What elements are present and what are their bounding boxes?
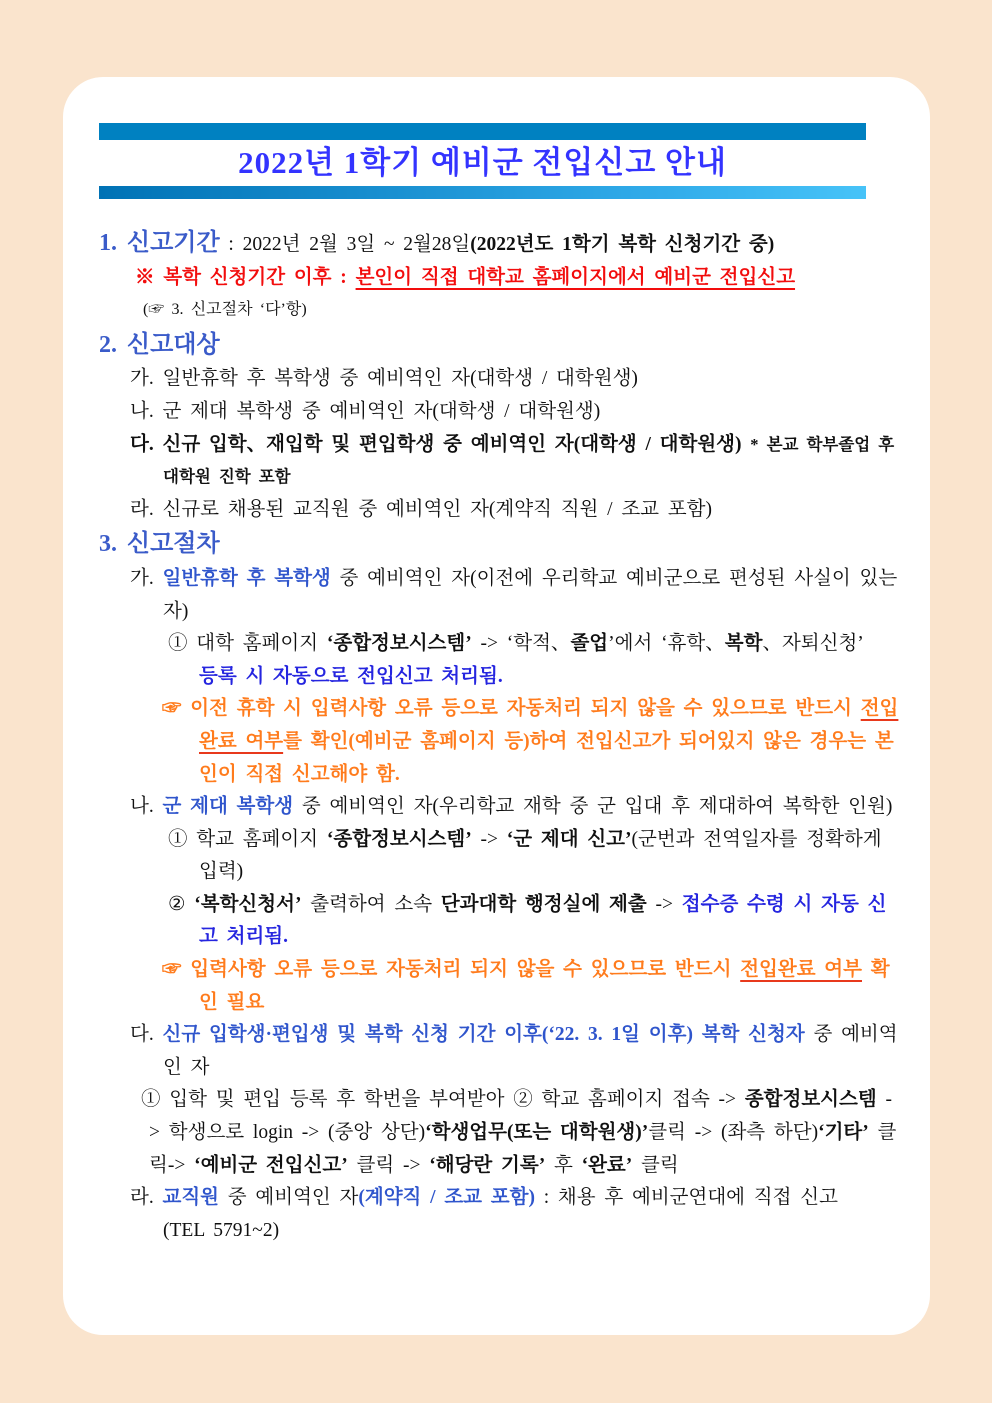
target-item-ga: 가. 일반휴학 후 복학생 중 예비역인 자(대학생 / 대학원생) [130,368,638,390]
procedure-item-ga [99,563,902,628]
da-step1-system: 종합정보시스템 [744,1089,877,1111]
da-step1-mid1: 클릭 -> (좌측 하단) [648,1122,819,1144]
section-1-heading: 1. 신고기간 [99,230,220,256]
da-step1-tail: 클릭 [632,1154,679,1176]
ga-step1-tail: 、자퇴신청’ [762,633,864,655]
na-warning-text-1: 입력사항 오류 등으로 자동처리 되지 않을 수 있으므로 반드시 [190,959,741,981]
pointing-hand-icon: ☞ [162,698,191,720]
item-ra-rest: : 채용 후 예비군연대에 직접 신고 [534,1187,838,1209]
report-period-note: (2022년도 1학기 복학 신청기간 중) [470,234,775,255]
telephone-number: (TEL 5791~2) [163,1219,280,1241]
procedure-item-ra [99,1182,902,1247]
item-ga-rest: 중 예비역인 자(이전에 우리학교 예비군으로 편성된 사실이 있는 자) [163,567,898,622]
ga-warning-underlined: 전입완료 여부 [199,698,899,752]
da-step1-mid3: 클릭 -> [347,1154,430,1176]
item-ra-target-2: (계약직 / 조교 포함) [358,1187,535,1209]
notice-card-inner [63,77,930,1247]
na-step1-arrow: -> [471,828,507,850]
section-1-heading-line [99,227,902,262]
header-bar-top [99,123,866,140]
target-item-da-main: 다. 신규 입학、재입학 및 편입학생 중 예비역인 자(대학생 / 대학원생) [130,433,751,455]
notice-card [63,77,930,1335]
da-step1-mid2: 클릭-> [149,1122,897,1176]
notice-content [99,227,902,1247]
procedure-item-na [99,791,902,824]
page-title: 2022년 1학기 예비군 전입신고 안내 [238,145,727,180]
section-3-heading-line [99,528,902,563]
section-2-heading: 2. 신고대상 [99,331,220,358]
item-da-rest: 중 예비역인 자 [163,1024,898,1078]
na-step1-text: ① 학교 홈페이지 [168,828,327,850]
na-step2-form: ‘복학신청서’ [194,893,302,915]
red-notice-underlined: 본인이 직접 대학교 홈페이지에서 예비군 전입신고 [355,266,796,288]
na-step2-mid: 출력하여 소속 [301,893,441,915]
pointing-hand-icon: ☞ [162,959,191,981]
target-item-da-note: * 본교 학부졸업 후 대학원 진학 포함 [163,434,895,487]
da-step1-login: -> 학생으로 login -> (중앙 상단) [149,1089,892,1144]
ga-warning-text-1: 이전 휴학 시 입력사항 오류 등으로 자동처리 되지 않을 수 있으므로 반드시 [190,698,861,720]
da-step1-menu4: ‘해당란 기록’ [429,1154,546,1176]
procedure-item-da [99,1019,902,1084]
da-step1-menu2: ‘기타’ [818,1122,869,1144]
item-na-label: 나. [130,796,163,818]
item-na-target: 군 제대 복학생 [162,796,294,818]
da-step1-text: ① 입학 및 편입 등록 후 학번을 부여받아 ② 학교 홈페이지 접속 -> [141,1089,745,1111]
da-step1-menu3: ‘예비군 전입신고’ [194,1154,348,1176]
item-ga-label: 가. [130,567,163,589]
header-bar-gradient [99,186,866,199]
ga-step1-text: ① 대학 홈페이지 [168,633,327,655]
target-item-da [99,429,902,494]
na-step2-result: 접수증 수령 시 자동 신고 처리됨. [199,893,887,948]
item-da-label: 다. [130,1024,163,1046]
da-step1-mid4: 후 [545,1154,582,1176]
item-ga-warning [99,693,902,791]
item-ra-mid: 중 예비역인 자 [219,1187,359,1209]
da-step1-menu5: ‘완료’ [581,1154,633,1176]
red-notice-prefix: ※ 복학 신청기간 이후 : [135,266,356,288]
item-na-step-2 [99,889,902,954]
ga-warning-text-2: 를 확인(예비군 홈페이지 등)하여 전입신고가 되어있지 않은 경우는 본인이 직접 신고해야 함. [199,730,894,785]
na-warning-text-2: 확인 필요 [199,959,890,1013]
item-na-step-1 [99,824,902,889]
item-da-target: 신규 입학생·편입생 및 복학 신청 기간 이후(‘22. 3. 1일 이후) 복학 신청자 [162,1024,805,1046]
na-step1-system: ‘종합정보시스템’ [326,828,472,850]
ga-step1-menu2: 복학 [724,633,763,655]
item-ga-target: 일반휴학 후 복학생 [162,567,331,589]
ga-step1-system: ‘종합정보시스템’ [326,633,472,655]
na-step1-tail: (군번과 전역일자를 정확하게 입력) [199,828,882,883]
item-na-warning [99,954,902,1019]
item-na-rest: 중 예비역인 자(우리학교 재학 중 군 입대 후 제대하여 복학한 인원) [293,796,893,818]
ga-step1-arrow: -> ‘학적、 [471,633,571,655]
section-3-heading: 3. 신고절차 [99,531,220,558]
da-step1-menu1: ‘학생업무(또는 대학원생)’ [425,1122,649,1144]
na-step2-office: 단과대학 행정실에 제출 [440,893,647,915]
ga-step1-mid: ’에서 ‘휴학、 [608,633,725,655]
na-warning-underlined: 전입완료 여부 [740,959,862,981]
section-2-heading-line [99,329,902,364]
section-1-colon: : [219,234,243,255]
ga-step1-menu1: 졸업 [570,633,609,655]
na-step1-menu: ‘군 제대 신고’ [506,828,632,850]
target-item-ra: 라. 신규로 채용된 교직원 중 예비역인 자(계약직 직원 / 조교 포함) [130,498,712,520]
item-da-step-1 [99,1084,902,1182]
report-period: 2022년 2월 3일 ~ 2월28일 [242,234,471,255]
section-1-reference-line: (☞ 3. 신고절차 ‘다’항) [143,301,307,319]
na-step2-num: ② [168,893,195,915]
na-step2-arrow: -> [646,893,682,915]
item-ra-label: 라. [130,1187,163,1209]
item-ra-target: 교직원 [162,1187,220,1209]
item-ga-step-1 [99,628,902,693]
section-1-red-notice [135,262,902,295]
ga-step1-result: 등록 시 자동으로 전입신고 처리됨. [199,665,503,687]
target-item-na: 나. 군 제대 복학생 중 예비역인 자(대학생 / 대학원생) [130,400,601,422]
